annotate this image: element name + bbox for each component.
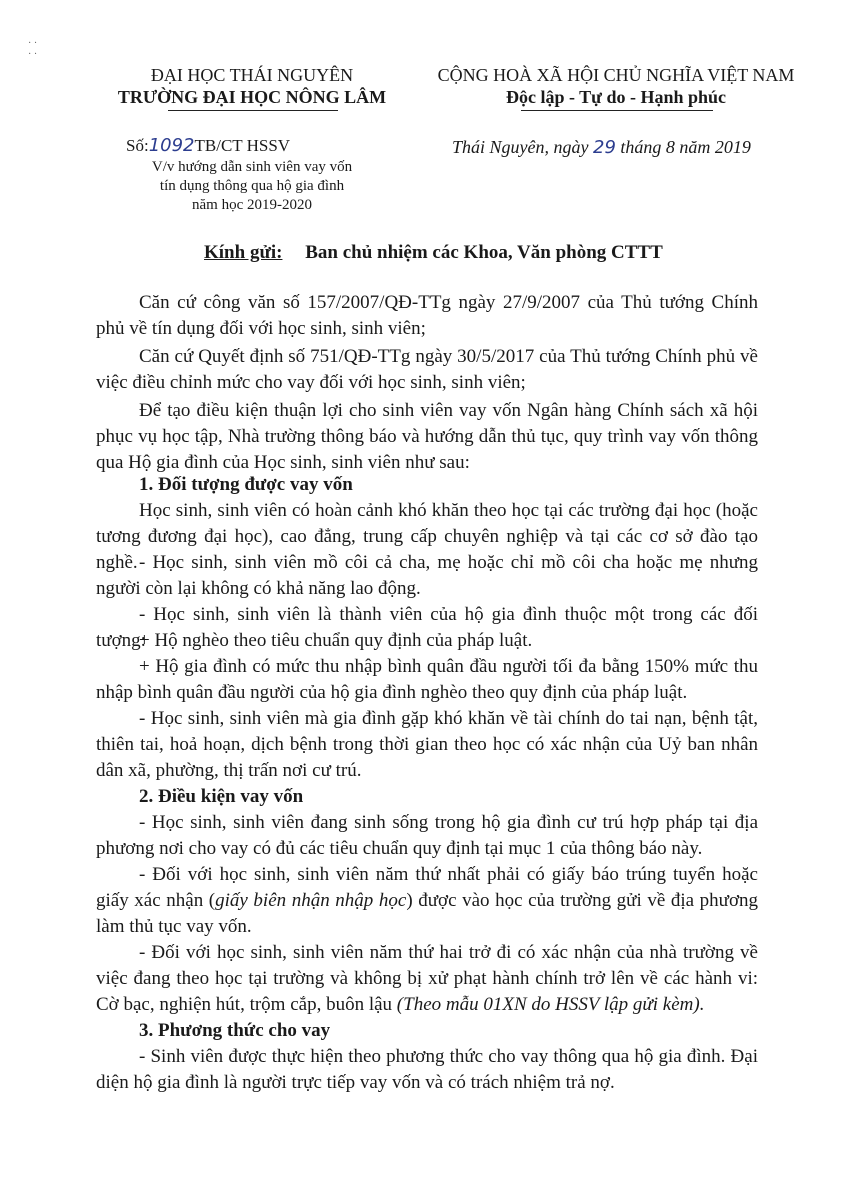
recipient-label: Kính gửi: <box>204 242 283 263</box>
org-name: TRƯỜNG ĐẠI HỌC NÔNG LÂM <box>117 87 387 107</box>
section-1-title: 1. Đối tượng được vay vốn <box>139 474 353 495</box>
date-day-handwritten: 29 <box>593 137 616 158</box>
org-underline <box>168 110 338 111</box>
section-1-paragraph: - Học sinh, sinh viên mồ côi cả cha, mẹ hoặc chỉ mồ côi cha hoặc mẹ nhưng người còn lại không có khả năng lao động. <box>96 552 758 599</box>
doc-number-suffix: TB/CT HSSV <box>194 136 291 155</box>
recipient-value: Ban chủ nhiệm các Khoa, Văn phòng CTTT <box>305 242 663 263</box>
section-3-title: 3. Phương thức cho vay <box>139 1020 331 1041</box>
intro-paragraph-3: Để tạo điều kiện thuận lợi cho sinh viên vay vốn Ngân hàng Chính sách xã hội phục vụ học tập, Nhà trường thông báo và hướng dẫn thủ tục, quy trình vay vốn thông qua Hộ gia đình của Học sinh, sinh viên như sau: <box>96 400 758 473</box>
section-2-paragraph-3: - Đối với học sinh, sinh viên năm thứ hai trở đi có xác nhận của nhà trường về việc đang theo học tại trường và không bị xử phạt hành chính trở lên về các hành vi: Cờ bạc, nghiện hút, trộm cắp, buôn lậu (Theo mẫu 01XN do HSSV lập gửi kèm). <box>96 942 758 1015</box>
section-2-paragraph-1: - Học sinh, sinh viên đang sinh sống trong hộ gia đình cư trú hợp pháp tại địa phương nơi cho vay có đủ các tiêu chuẩn quy định tại mục 1 của thông báo này. <box>96 812 758 859</box>
intro-paragraph-2: Căn cứ Quyết định số 751/QĐ-TTg ngày 30/5/2017 của Thủ tướng Chính phủ về việc điều chỉnh mức cho vay đối với học sinh, sinh viên; <box>96 346 758 393</box>
subject-line-1: V/v hướng dẫn sinh viên vay vốn <box>151 159 353 175</box>
country-name: CỘNG HOÀ XÃ HỘI CHỦ NGHĨA VIỆT NAM <box>437 65 795 85</box>
section-1-paragraph: Học sinh, sinh viên có hoàn cảnh khó khăn theo học tại các trường đại học (hoặc tương đương đại học), cao đẳng, trung cấp chuyên nghiệp và tại các cơ sở đào tạo nghề. <box>96 500 758 573</box>
section-2-title: 2. Điều kiện vay vốn <box>139 786 304 807</box>
date-prefix: Thái Nguyên, ngày <box>452 137 589 157</box>
section-1-paragraph: - Học sinh, sinh viên là thành viên của hộ gia đình thuộc một trong các đối tượng: <box>96 604 758 651</box>
recipient-line <box>204 242 663 264</box>
section-1-paragraph: + Hộ nghèo theo tiêu chuẩn quy định của pháp luật. <box>139 630 533 651</box>
date-line <box>452 137 751 158</box>
date-suffix: tháng 8 năm 2019 <box>620 137 751 157</box>
doc-number-prefix: Số: <box>126 136 149 155</box>
subject-line-3: năm học 2019-2020 <box>192 197 312 213</box>
section-2-paragraph-2: - Đối với học sinh, sinh viên năm thứ nhất phải có giấy báo trúng tuyển hoặc giấy xác nhận (giấy biên nhận nhập học) được vào học của trường gửi về địa phương làm thủ tục vay vốn. <box>96 864 758 937</box>
doc-number-handwritten: 1092 <box>148 135 195 156</box>
motto: Độc lập - Tự do - Hạnh phúc <box>505 87 727 107</box>
section-3-paragraph-1: - Sinh viên được thực hiện theo phương thức cho vay thông qua hộ gia đình. Đại diện hộ gia đình là người trực tiếp vay vốn và có trách nhiệm trả nợ. <box>96 1046 758 1093</box>
section-2-italic-note: giấy biên nhận nhập học <box>215 890 407 911</box>
section-1-paragraph: - Học sinh, sinh viên mà gia đình gặp khó khăn về tài chính do tai nạn, bệnh tật, thiên tai, hoả hoạn, dịch bệnh trong thời gian theo học có xác nhận của Uỷ ban nhân dân xã, phường, thị trấn nơi cư trú. <box>96 708 758 781</box>
scan-speckles: · · · · <box>28 38 38 60</box>
intro-paragraph-1: Căn cứ công văn số 157/2007/QĐ-TTg ngày 27/9/2007 của Thủ tướng Chính phủ về tín dụng đối với học sinh, sinh viên; <box>96 292 758 339</box>
doc-number <box>126 136 290 155</box>
section-2-italic-form-note: (Theo mẫu 01XN do HSSV lập gửi kèm). <box>396 994 705 1015</box>
section-1-paragraph: + Hộ gia đình có mức thu nhập bình quân đầu người tối đa bằng 150% mức thu nhập bình quân đầu người của hộ gia đình nghèo theo quy định của pháp luật. <box>96 656 758 703</box>
motto-underline <box>521 110 713 111</box>
org-parent: ĐẠI HỌC THÁI NGUYÊN <box>150 65 354 85</box>
subject-line-2: tín dụng thông qua hộ gia đình <box>159 178 345 194</box>
